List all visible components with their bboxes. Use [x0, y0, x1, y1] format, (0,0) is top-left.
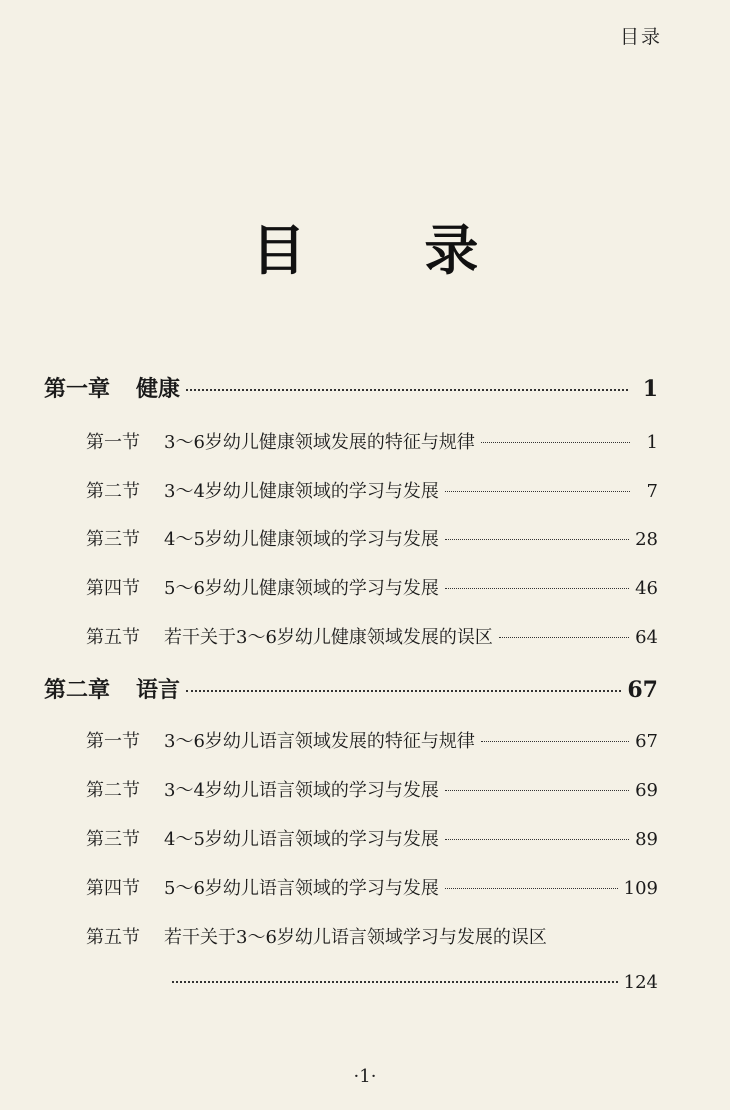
section-title: 4～5岁幼儿语言领域的学习与发展	[164, 829, 439, 850]
section-title: 5～6岁幼儿健康领域的学习与发展	[164, 578, 439, 599]
dot-leader	[499, 637, 629, 638]
dot-leader	[481, 442, 630, 443]
page-number: 109	[623, 878, 658, 899]
section-title: 3～4岁幼儿健康领域的学习与发展	[164, 481, 439, 502]
toc-section	[86, 825, 658, 851]
toc-section	[86, 525, 658, 551]
dot-leader	[445, 588, 629, 589]
section-title: 4～5岁幼儿健康领域的学习与发展	[164, 529, 439, 550]
section-title: 3～4岁幼儿语言领域的学习与发展	[164, 780, 439, 801]
page-number: 46	[635, 578, 658, 599]
chapter-label: 第二章	[44, 677, 111, 703]
section-title: 若干关于3～6岁幼儿语言领域学习与发展的误区	[164, 927, 547, 948]
toc-chapter	[44, 673, 658, 704]
dot-leader	[481, 741, 629, 742]
page-number: 89	[635, 829, 658, 850]
toc-section	[86, 623, 658, 649]
section-title: 3～6岁幼儿语言领域发展的特征与规律	[164, 731, 475, 752]
chapter-label: 第一章	[44, 376, 111, 402]
page-title: 目 录	[251, 218, 529, 282]
page-number: 1	[646, 432, 658, 453]
section-label: 第三节	[86, 829, 140, 850]
dot-leader	[445, 790, 629, 791]
page-number: 64	[635, 627, 658, 648]
section-label: 第五节	[86, 927, 140, 948]
chapter-title: 健康	[136, 376, 181, 402]
toc-section	[86, 574, 658, 600]
page-number: 67	[635, 731, 658, 752]
toc-chapter	[44, 372, 658, 403]
dot-leader	[445, 888, 618, 889]
dot-leader	[186, 389, 628, 391]
section-title: 若干关于3～6岁幼儿健康领域发展的误区	[164, 627, 493, 648]
page-number: 28	[635, 529, 658, 550]
section-label: 第一节	[86, 731, 140, 752]
dot-leader	[445, 491, 630, 492]
chapter-title: 语言	[136, 677, 181, 703]
toc-section	[86, 428, 658, 454]
section-label: 第三节	[86, 529, 140, 550]
section-label: 第四节	[86, 878, 140, 899]
section-label: 第四节	[86, 578, 140, 599]
page-number: 69	[635, 780, 658, 801]
section-label: 第二节	[86, 481, 140, 502]
toc-section	[86, 874, 658, 900]
dot-leader	[445, 839, 629, 840]
running-head: 目录	[619, 26, 662, 48]
section-title: 5～6岁幼儿语言领域的学习与发展	[164, 878, 439, 899]
page-number: 67	[627, 677, 658, 703]
dot-leader	[186, 690, 621, 692]
page-number: 124	[623, 972, 658, 993]
dot-leader	[445, 539, 629, 540]
section-label: 第二节	[86, 780, 140, 801]
toc-section	[86, 923, 658, 949]
toc-section	[86, 727, 658, 753]
toc-section	[86, 477, 658, 503]
page-number: 1	[642, 376, 658, 402]
page-number: 7	[646, 481, 658, 502]
toc-section	[86, 776, 658, 802]
toc-section-continuation	[172, 972, 658, 993]
section-title: 3～6岁幼儿健康领域发展的特征与规律	[164, 432, 475, 453]
dot-leader	[172, 981, 618, 983]
section-label: 第五节	[86, 627, 140, 648]
section-label: 第一节	[86, 432, 140, 453]
page-folio: ·1·	[353, 1066, 377, 1087]
